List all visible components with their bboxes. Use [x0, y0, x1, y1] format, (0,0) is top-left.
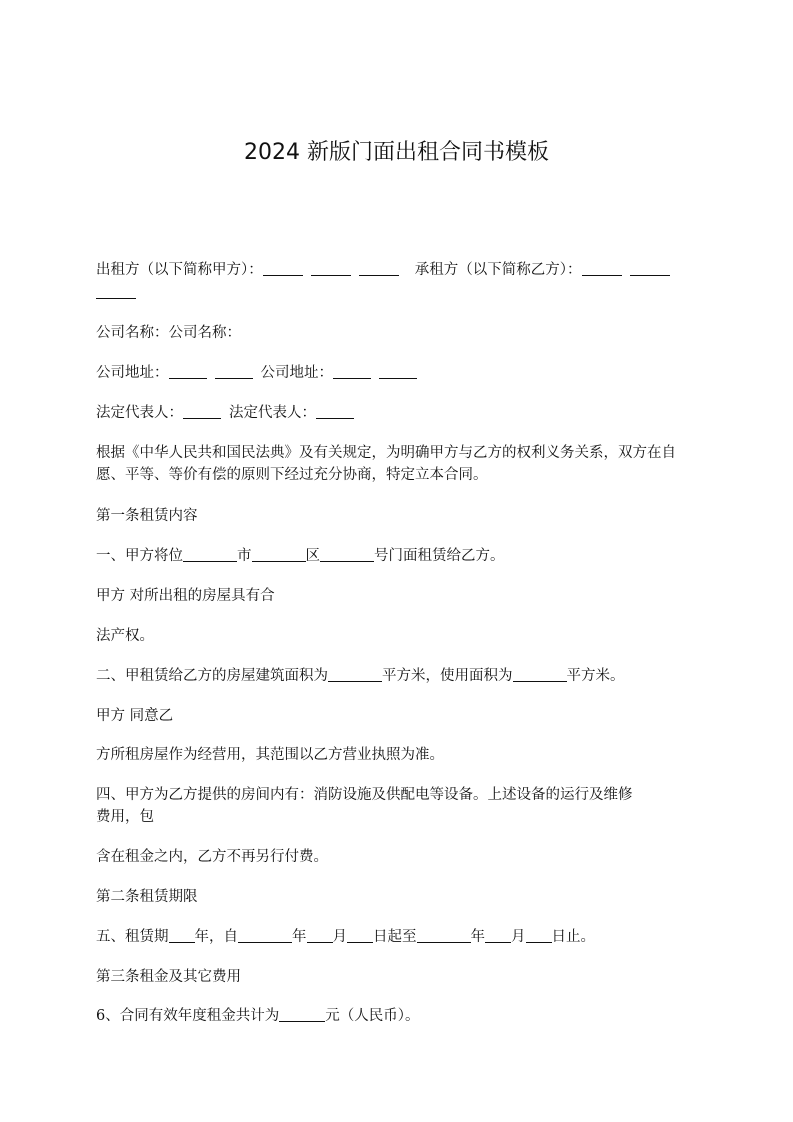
blank-field: [307, 927, 333, 943]
blank-field: [328, 666, 382, 682]
item-4-continued-2: 含在租金之内，乙方不再另行付费。: [96, 849, 328, 865]
usage-line: 方所租房屋作为经营用，其范围以乙方营业执照为准。: [96, 747, 444, 763]
consent-line: 甲方 同意乙: [96, 708, 174, 724]
blank-field: [526, 927, 552, 943]
lessor-label: 出租方（以下简称甲方）：: [96, 262, 263, 278]
blank-field: [316, 403, 354, 419]
text: 年，自: [194, 929, 238, 945]
item-2-line: [96, 665, 698, 687]
text: 日止。: [551, 929, 595, 945]
article-3-heading: 第三条租金及其它费用: [96, 969, 241, 985]
item-5-line: [96, 926, 698, 948]
blank-field: [485, 927, 511, 943]
article-1-heading: 第一条租赁内容: [96, 508, 198, 524]
text: 费用，包: [96, 809, 154, 825]
blank-field: [333, 363, 371, 379]
parties-line-continued: [96, 282, 698, 304]
legal-rep-line: [96, 402, 698, 424]
text: 二、甲租赁给乙方的房屋建筑面积为: [96, 668, 328, 684]
blank-field: [417, 927, 471, 943]
company-address-line: [96, 362, 698, 384]
blank-field: [215, 363, 253, 379]
item-4-continued: [96, 806, 698, 828]
lessee-label: 承租方（以下简称乙方）：: [414, 262, 582, 278]
parties-line: [96, 259, 698, 281]
blank-field: [320, 546, 374, 562]
blank-field: [630, 260, 670, 276]
item-4-line: 四、甲方为乙方提供的房间内有：消防设施及供配电等设备。上述设备的运行及维修: [96, 787, 633, 803]
blank-field: [359, 260, 399, 276]
legal-rep-label: 法定代表人：: [229, 405, 316, 421]
blank-field: [513, 666, 567, 682]
text: 市: [237, 548, 252, 564]
blank-field: [96, 283, 136, 299]
company-name-line: 公司名称：公司名称：: [96, 325, 241, 341]
blank-field: [169, 363, 207, 379]
text: 日起至: [373, 929, 417, 945]
blank-field: [582, 260, 622, 276]
text: 区: [305, 548, 320, 564]
legal-rep-label: 法定代表人：: [96, 405, 183, 421]
ownership-line-continued: 法产权。: [96, 628, 154, 644]
blank-field: [183, 546, 237, 562]
blank-field: [238, 927, 292, 943]
blank-field: [347, 927, 373, 943]
text: 年: [470, 929, 485, 945]
preamble-paragraph: 根据《中华人民共和国民法典》及有关规定，为明确甲方与乙方的权利义务关系，双方在自愿、平等、等价有偿的原则下经过充分协商，特定立本合同。: [96, 445, 676, 483]
text: 五、租赁期: [96, 929, 169, 945]
text: 平方米。: [566, 668, 625, 684]
article-2-heading: 第二条租赁期限: [96, 889, 198, 905]
text: 6、合同有效年度租金共计为: [96, 1008, 280, 1024]
ownership-line: 甲方 对所出租的房屋具有合: [96, 588, 275, 604]
blank-field: [263, 260, 303, 276]
blank-field: [379, 363, 417, 379]
blank-field: [279, 1006, 325, 1022]
text: 月: [332, 929, 347, 945]
item-1-line: [96, 545, 698, 567]
text: 元（人民币）。: [325, 1008, 420, 1024]
text: 平方米，使用面积为: [382, 668, 513, 684]
document-title: 2024 新版门面出租合同书模板: [244, 140, 549, 165]
company-address-label: 公司地址：: [96, 365, 169, 381]
blank-field: [252, 546, 306, 562]
blank-field: [169, 927, 195, 943]
text: 年: [292, 929, 307, 945]
blank-field: [311, 260, 351, 276]
text: 月: [511, 929, 526, 945]
company-address-label: 公司地址：: [260, 365, 333, 381]
text: 号门面租赁给乙方。: [374, 548, 505, 564]
item-6-line: [96, 1005, 698, 1027]
text: 一、甲方将位: [96, 548, 183, 564]
blank-field: [183, 403, 221, 419]
